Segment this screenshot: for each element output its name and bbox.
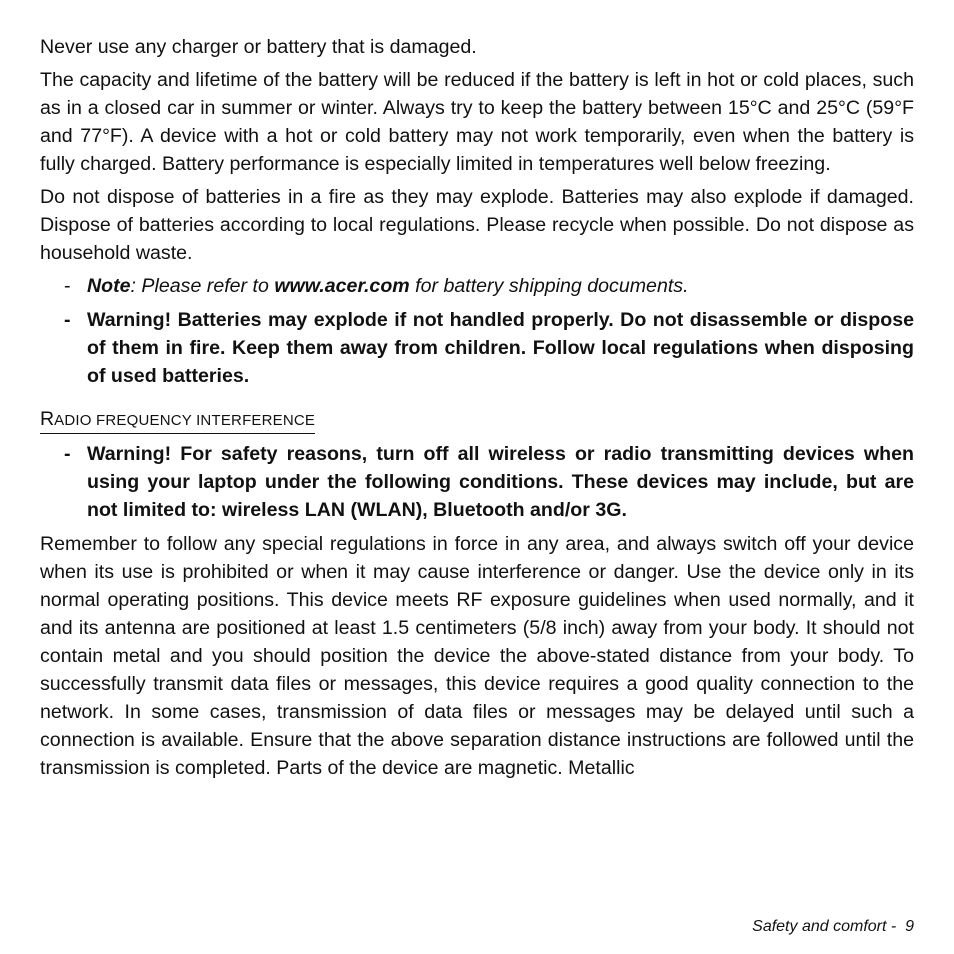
note-text: [87, 275, 689, 297]
document-page: [40, 33, 914, 787]
warning-wireless-bullet: [40, 440, 914, 524]
acer-website-link: www.acer.com: [274, 275, 410, 297]
bullet-dash: -: [64, 309, 71, 331]
section-heading-radio-frequency: [40, 407, 315, 434]
bullet-dash: -: [64, 275, 71, 297]
note-label: Note: [87, 275, 131, 297]
warning-wireless-text: Warning! For safety reasons, turn off all wireless or radio transmitting devices when using your laptop under the following conditions. These devices may include, but are not limited to: wireless LAN (WLAN), Bluetooth and/or 3G.: [87, 443, 914, 521]
warning-battery-text: Warning! Batteries may explode if not handled properly. Do not disassemble or dispose of them in fire. Keep them away from children. Follow local regulations when disposing of used batteries.: [87, 309, 914, 387]
note-bullet: [40, 272, 914, 300]
bullet-dash: -: [64, 443, 71, 465]
warning-battery-bullet: [40, 306, 914, 390]
paragraph-damaged-charger: Never use any charger or battery that is damaged.: [40, 36, 477, 58]
heading-rest: ADIO FREQUENCY INTERFERENCE: [54, 412, 316, 429]
paragraph-battery-capacity: The capacity and lifetime of the battery will be reduced if the battery is left in hot or cold places, such as in a closed car in summer or winter. Always try to keep the battery between 15°C and 25°C (59°F and 77°F). A device with a hot or cold battery may not work temporarily, even when the battery is fully charged. Battery performance is especially limited in temperatures well below freezing.: [40, 69, 914, 175]
paragraph-rf-exposure: Remember to follow any special regulations in force in any area, and always switch off your device when its use is prohibited or when it may cause interference or danger. Use the device only in its normal operating positions. This device meets RF exposure guidelines when used normally, and it and its antenna are positioned at least 1.5 centimeters (5/8 inch) away from your body. It should not contain metal and you should position the device the above-stated distance from your body. To successfully transmit data files or messages, this device requires a good quality connection to the network. In some cases, transmission of data files or messages may be delayed until such a connection is available. Ensure that the above separation distance instructions are followed until the transmission is completed. Parts of the device are magnetic. Metallic: [40, 533, 914, 779]
note-post: for battery shipping documents.: [409, 275, 689, 297]
note-pre: : Please refer to: [130, 275, 275, 297]
heading-initial: R: [40, 408, 55, 430]
paragraph-battery-disposal: Do not dispose of batteries in a fire as they may explode. Batteries may also explode if damaged. Dispose of batteries according to local regulations. Please recycle when possible. Do not dispose as household waste.: [40, 186, 914, 264]
page-footer: Safety and comfort - 9: [752, 918, 914, 935]
